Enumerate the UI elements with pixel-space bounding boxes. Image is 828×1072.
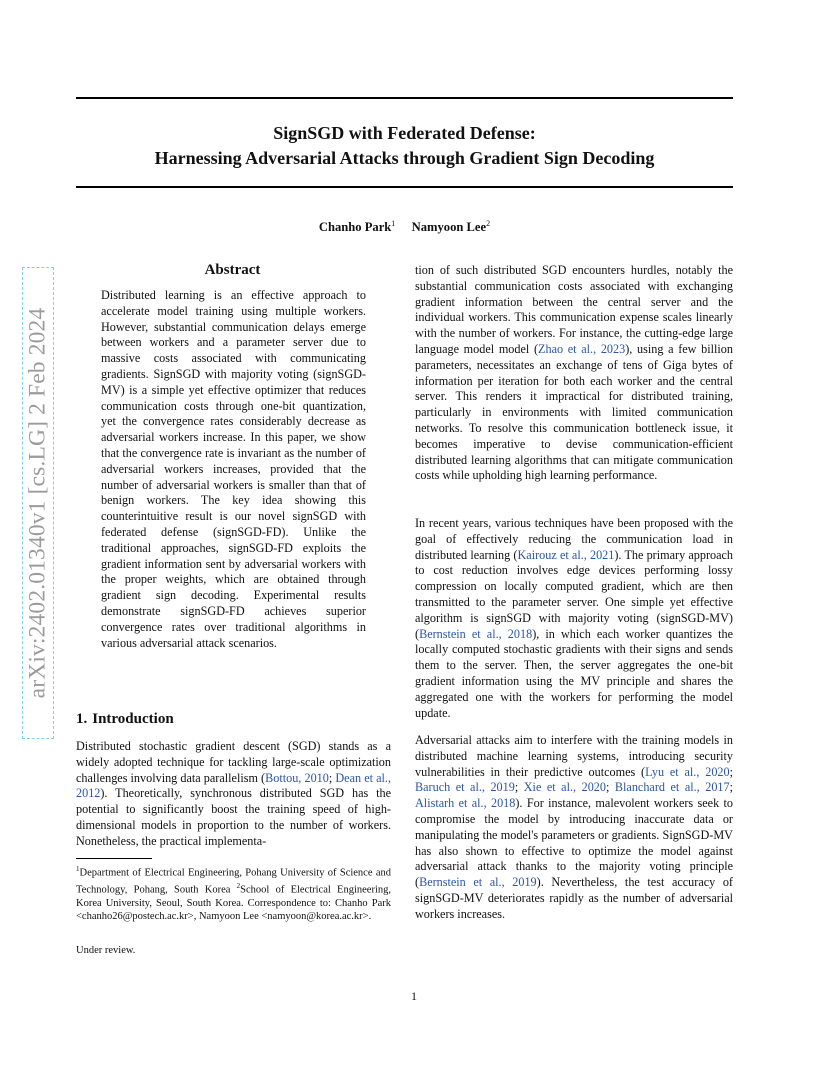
citation-link[interactable]: Blanchard et al., 2017: [614, 780, 730, 795]
citation-link[interactable]: Zhao et al., 2023: [538, 341, 626, 356]
section-heading-introduction: [76, 709, 174, 729]
footnote-rule: [76, 858, 152, 859]
citation-link[interactable]: Kairouz et al., 2021: [517, 547, 615, 562]
citation-link[interactable]: Bernstein et al., 2018: [419, 626, 533, 641]
arxiv-identifier-stamp[interactable]: [22, 267, 54, 739]
abstract-heading: Abstract: [204, 262, 261, 278]
citation-link[interactable]: Baruch et al., 2019: [415, 780, 515, 795]
footnote-mark: 1: [76, 865, 80, 873]
footnote-mark: 2: [236, 881, 241, 890]
author-list: [76, 215, 733, 236]
author-name: Chanho Park: [318, 220, 392, 235]
page-number: 1: [411, 989, 417, 1003]
author-name: Namyoon Lee: [411, 220, 487, 235]
intro-paragraph: Distributed stochastic gradient descent (SGD) stands as a widely adopted technique for tackling large-scale optimization challenges involving data parallelism (Bottou, 2010; Dean et al., 2012). Theoretically, synchronous distributed SGD has the potential to significantly boost the training speed of high-dimensional models in proportion to the number of workers. Nonetheless, the practical implementa-: [76, 739, 392, 848]
arxiv-identifier-text[interactable]: arXiv:2402.01340v1 [cs.LG] 2 Feb 2024: [24, 307, 51, 699]
citation-link[interactable]: Bernstein et al., 2019: [419, 875, 537, 890]
paper-title-line-1: SignSGD with Federated Defense:: [273, 123, 536, 143]
body-paragraph: Adversarial attacks aim to interfere with the training models in distributed machine learning systems, introducing security vulnerabilities in their predictive outcomes (Lyu et al., 2020; Baruch et al., 2019; Xie et al., 2020; Blanchard et al., 2017; Alistarh et al., 2018). For instance, malevolent workers seek to compromise the model by introducing inaccurate data or manipulating the model's parameters or gradients. SignSGD-MV has also shown to effective to optimize the model against adversarial attack thanks to the majority voting principle (Bernstein et al., 2019). Nevertheless, the test accuracy of signSGD-MV deteriorates rapidly as the number of adversarial workers increases.: [415, 733, 734, 921]
citation-link[interactable]: Xie et al., 2020: [523, 780, 606, 795]
citation-link[interactable]: Bottou, 2010: [265, 770, 329, 785]
author-affiliation-mark: 2: [486, 219, 491, 228]
paper-title-line-2: Harnessing Adversarial Attacks through Gradient Sign Decoding: [154, 148, 655, 168]
abstract-body: Distributed learning is an effective approach to accelerate model training using multiple workers. However, substantial communication delays emerge between workers and a parameter server due to massive costs associated with communicating gradients. SignSGD with majority voting (signSGD-MV) is a simple yet effective optimizer that reduces communication costs through one-bit quantization, yet the convergence rates considerably decrease as adversarial workers increase. In this paper, we show that the convergence rate is invariant as the number of adversarial workers increases, provided that the number of adversarial workers is smaller than that of benign workers. The key idea showing this counterintuitive result is our novel signSGD with federated defense (signSGD-FD). Unlike the traditional approaches, signSGD-FD exploits the gradient information sent by adversarial workers with the proper weights, which are obtained through gradient sign decoding. Experimental results demonstrate signSGD-FD achieves superior convergence rates over traditional algorithms in various adversarial attack scenarios.: [101, 288, 366, 650]
body-paragraph: tion of such distributed SGD encounters hurdles, notably the substantial communication costs associated with exchanging gradient information between the central server and the individual workers. This communication expense scales linearly with the number of workers. For instance, the cutting-edge large language model model (Zhao et al., 2023), using a few billion parameters, necessitates an exchange of tens of Giga bytes of information per iteration for both each worker and the central server. This renders it impractical for distributed training, particularly in environments with limited communication networks. To resolve this communication bottleneck issue, it becomes imperative to devise communication-efficient distributed learning algorithms that can mitigate communication costs while upholding high learning performance.: [415, 263, 733, 483]
review-status-note: Under review.: [76, 945, 136, 956]
paper-title: [76, 121, 733, 171]
section-number: 1.: [76, 711, 88, 727]
title-bottom-rule: [76, 186, 733, 188]
citation-link[interactable]: Alistarh et al., 2018: [415, 796, 516, 811]
citation-link[interactable]: Dean et al., 2012: [76, 770, 392, 801]
title-top-rule: [76, 97, 733, 99]
author-affiliation-mark: 1: [391, 219, 396, 228]
citation-link[interactable]: Lyu et al., 2020: [645, 764, 730, 779]
affiliation-footnote: $^1$Department of Electrical Engineering, Pohang University of Science and Technology, Pohang, South Korea $^2$School of Electrical Engineering, Korea University, Seoul, South Korea. Correspondence to: Chanho Park <chanho26@postech.ac.kr>, Namyoon Lee <namyoon@korea.ac.kr>.: [76, 865, 391, 923]
section-title: Introduction: [92, 711, 174, 727]
body-paragraph: In recent years, various techniques have been proposed with the goal of effectively reducing the communication load in distributed learning (Kairouz et al., 2021). The primary approach to cost reduction involves edge devices performing lossy compression on locally computed gradient, which are then transmitted to the parameter server. One simple yet effective algorithm is signSGD with majority voting (signSGD-MV) (Bernstein et al., 2018), in which each worker quantizes the locally computed stochastic gradients with their signs and sends them to the server. Then, the server aggregates the one-bit gradient information using the MV principle and shares the aggregated one with the workers for performing the model update.: [415, 516, 734, 720]
